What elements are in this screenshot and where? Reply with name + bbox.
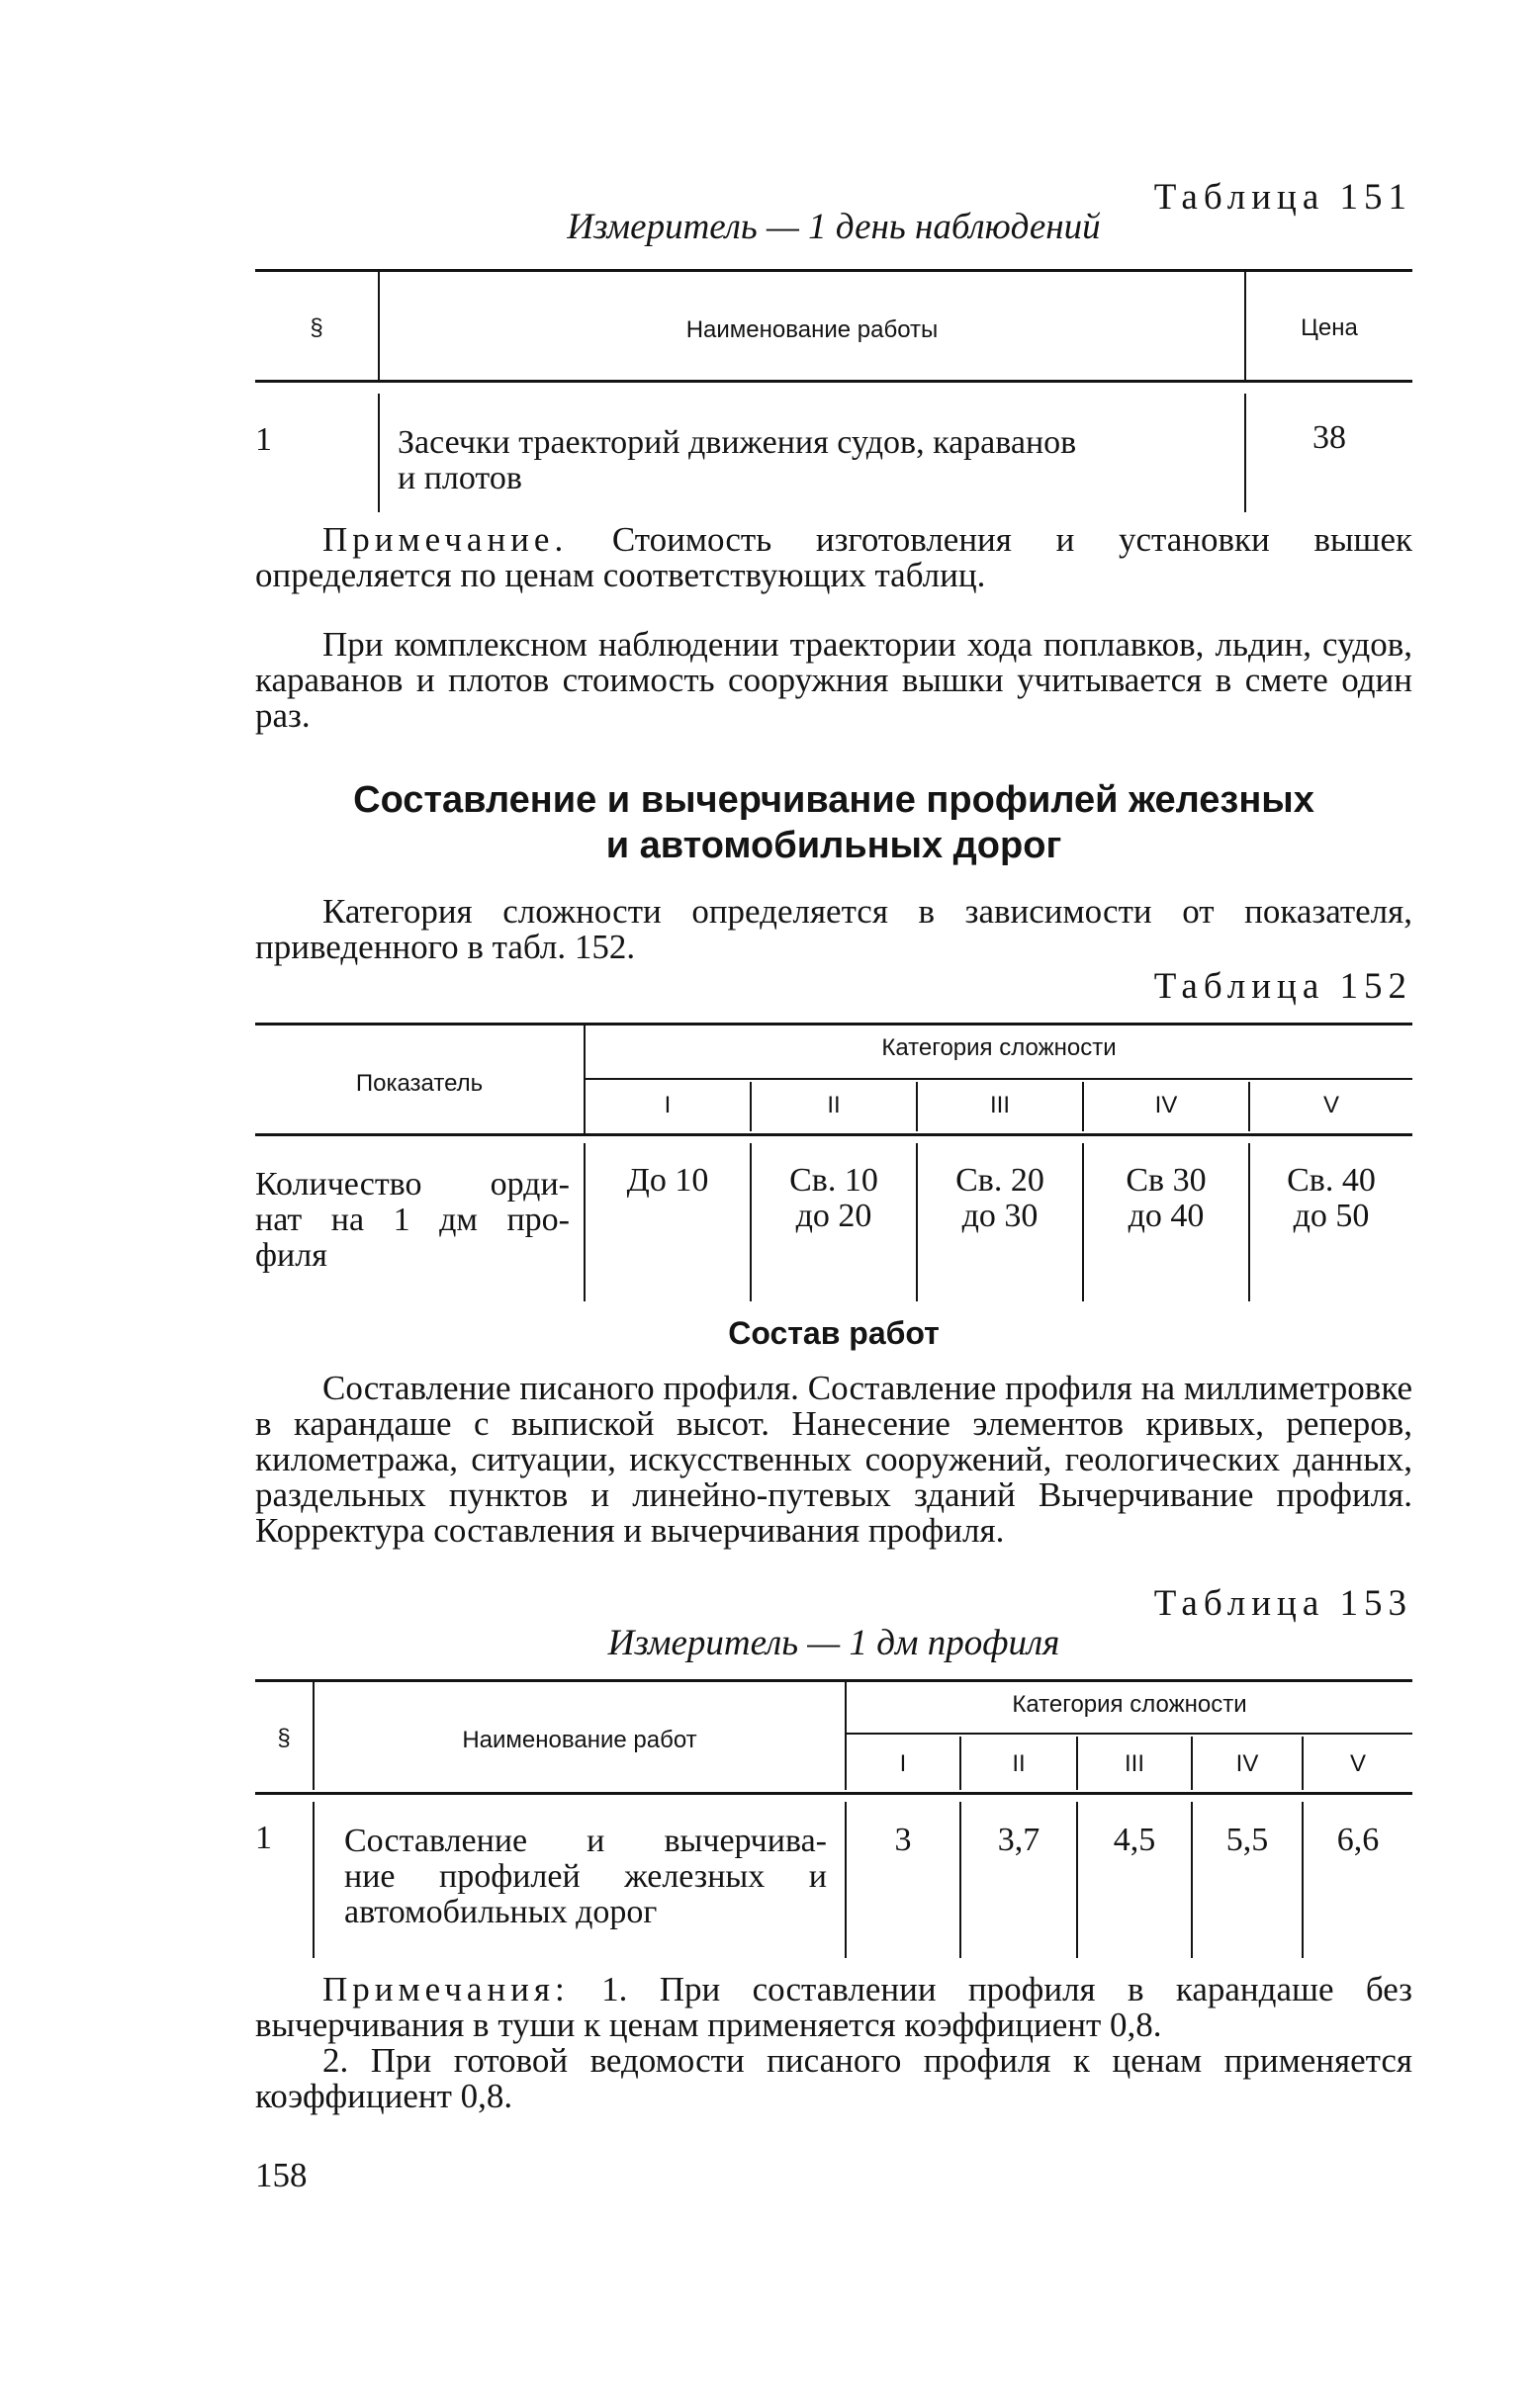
table-152-category: III xyxy=(989,1092,1010,1118)
table-152-top-rule xyxy=(255,1023,1412,1026)
notes-153 xyxy=(255,1972,1412,2043)
table-153-header-para: § xyxy=(277,1725,291,1751)
table-152-cell xyxy=(586,1163,750,1199)
section-intro: Категория сложности определяется в зависимости от показателя, приведенного в табл. 152. xyxy=(255,892,1412,966)
table-151-label: Таблица 151 xyxy=(1153,177,1412,218)
table-152-cell-line: до 20 xyxy=(795,1198,872,1234)
table-153-header-name: Наименование работ xyxy=(462,1727,697,1753)
table-152-cell xyxy=(1250,1163,1412,1234)
table-153-row-name-line: Составление и вычерчива- xyxy=(344,1823,827,1859)
work-title: Состав работ xyxy=(728,1315,940,1351)
table-151-meter: Измеритель — 1 день наблюдений xyxy=(567,207,1101,247)
table-153-value: 4,5 xyxy=(1113,1822,1156,1858)
table-152-cell-line: Св. 10 xyxy=(789,1162,878,1199)
table-153-category: II xyxy=(1012,1750,1026,1777)
table-152-category: IV xyxy=(1154,1092,1178,1118)
table-151-header-rule xyxy=(255,380,1412,383)
table-152-category: II xyxy=(827,1092,841,1118)
table-152-header-indicator: Показатель xyxy=(355,1070,484,1097)
table-153-category-rule xyxy=(847,1733,1412,1735)
table-152-cell xyxy=(1084,1163,1248,1234)
table-153-category: III xyxy=(1124,1750,1144,1777)
section-title xyxy=(255,777,1412,868)
table-153-meter: Измеритель — 1 дм профиля xyxy=(607,1623,1060,1663)
table-153-value: 3 xyxy=(894,1822,912,1858)
notes-153-item-1: 1. При составлении профиля в карандаше без вычерчивания в туши к ценам применяется коэффициент 0,8. xyxy=(255,1970,1412,2044)
table-151-top-rule xyxy=(255,269,1412,272)
table-153-divider xyxy=(313,1802,315,1958)
table-153-row-name xyxy=(344,1824,827,1930)
table-152-cell xyxy=(918,1163,1082,1234)
table-152-row-label-line: Количество орди- xyxy=(255,1166,570,1203)
table-153-row-name-line: автомобильных дорог xyxy=(344,1894,658,1930)
table-152-cell-line: Св. 40 xyxy=(1287,1162,1376,1199)
table-152-row-label-line: филя xyxy=(255,1237,327,1274)
table-151-header-para: § xyxy=(310,314,323,341)
table-152-cell-line: до 30 xyxy=(961,1198,1039,1234)
table-153-row-name-line: ние профилей железных и xyxy=(344,1858,827,1895)
table-152-row-label xyxy=(255,1167,570,1274)
table-153-label: Таблица 153 xyxy=(1153,1583,1412,1624)
table-151-header-name: Наименование работы xyxy=(685,316,939,343)
table-152-header-rule xyxy=(255,1133,1412,1136)
table-153-header-category: Категория сложности xyxy=(1012,1691,1247,1718)
note-151 xyxy=(255,522,1412,593)
table-152-cell-line: Св 30 xyxy=(1126,1162,1207,1199)
table-153-top-rule xyxy=(255,1679,1412,1682)
table-151-row-name-line: и плотов xyxy=(398,460,522,496)
table-151-header-price: Цена xyxy=(1301,314,1358,341)
work-text: Составление писаного профиля. Составление профиля на миллиметровке в карандаше с выпиской высот. Нанесение элементов кривых, реперов, километража, ситуации, искусственных сооружений, геологических данных, раздельных пунктов и линейно-путевых зданий Вычерчивание профиля. Корректура составления и вычерчивания профиля. xyxy=(255,1369,1412,1550)
table-153-category: I xyxy=(899,1750,907,1777)
table-153-row-para: 1 xyxy=(255,1820,272,1856)
note-151-text: Стоимость изготовления и установки вышек определяется по ценам соответствующих таблиц. xyxy=(255,520,1412,594)
notes-153-item-2: 2. При готовой ведомости писаного профиля к ценам применяется коэффициент 0,8. xyxy=(255,2041,1412,2115)
table-153-value: 3,7 xyxy=(997,1822,1040,1858)
table-152-cell-line: до 40 xyxy=(1128,1198,1205,1234)
table-152-category: I xyxy=(664,1092,672,1118)
table-152-cell-line: До 10 xyxy=(626,1162,709,1199)
note-151-word: Примечание. xyxy=(322,520,569,559)
table-151-row-name-line: Засечки траекторий движения судов, караванов xyxy=(398,424,1077,461)
section-title-line: Составление и вычерчивание профилей железных xyxy=(353,779,1314,821)
table-152-header-category: Категория сложности xyxy=(881,1034,1117,1061)
table-152-category: V xyxy=(1322,1092,1339,1118)
table-153-category: IV xyxy=(1235,1750,1259,1777)
table-153-value: 6,6 xyxy=(1336,1822,1380,1858)
table-152-label: Таблица 152 xyxy=(1153,966,1412,1007)
table-153-header-rule xyxy=(255,1792,1412,1795)
notes-153-word: Примечания: xyxy=(322,1970,570,2008)
table-152-row-label-line: нат на 1 дм про- xyxy=(255,1202,570,1238)
table-151-row-price: 38 xyxy=(1312,419,1346,456)
section-title-line: и автомобильных дорог xyxy=(605,825,1062,866)
table-152-cell-line: до 50 xyxy=(1293,1198,1370,1234)
table-153-category: V xyxy=(1349,1750,1366,1777)
table-153-value: 5,5 xyxy=(1225,1822,1269,1858)
table-152-cell xyxy=(752,1163,916,1234)
table-151-divider xyxy=(378,394,380,512)
page-number: 158 xyxy=(255,2156,308,2194)
table-151-row-para: 1 xyxy=(255,421,272,458)
note-151-paragraph-2: При комплексном наблюдении траектории хода поплавков, льдин, судов, караванов и плотов стоимость сооружния вышки учитывается в смете один раз. xyxy=(255,625,1412,735)
table-152-cell-line: Св. 20 xyxy=(955,1162,1044,1199)
table-152-category-rule xyxy=(586,1078,1412,1080)
table-151-row-name xyxy=(398,425,1076,496)
